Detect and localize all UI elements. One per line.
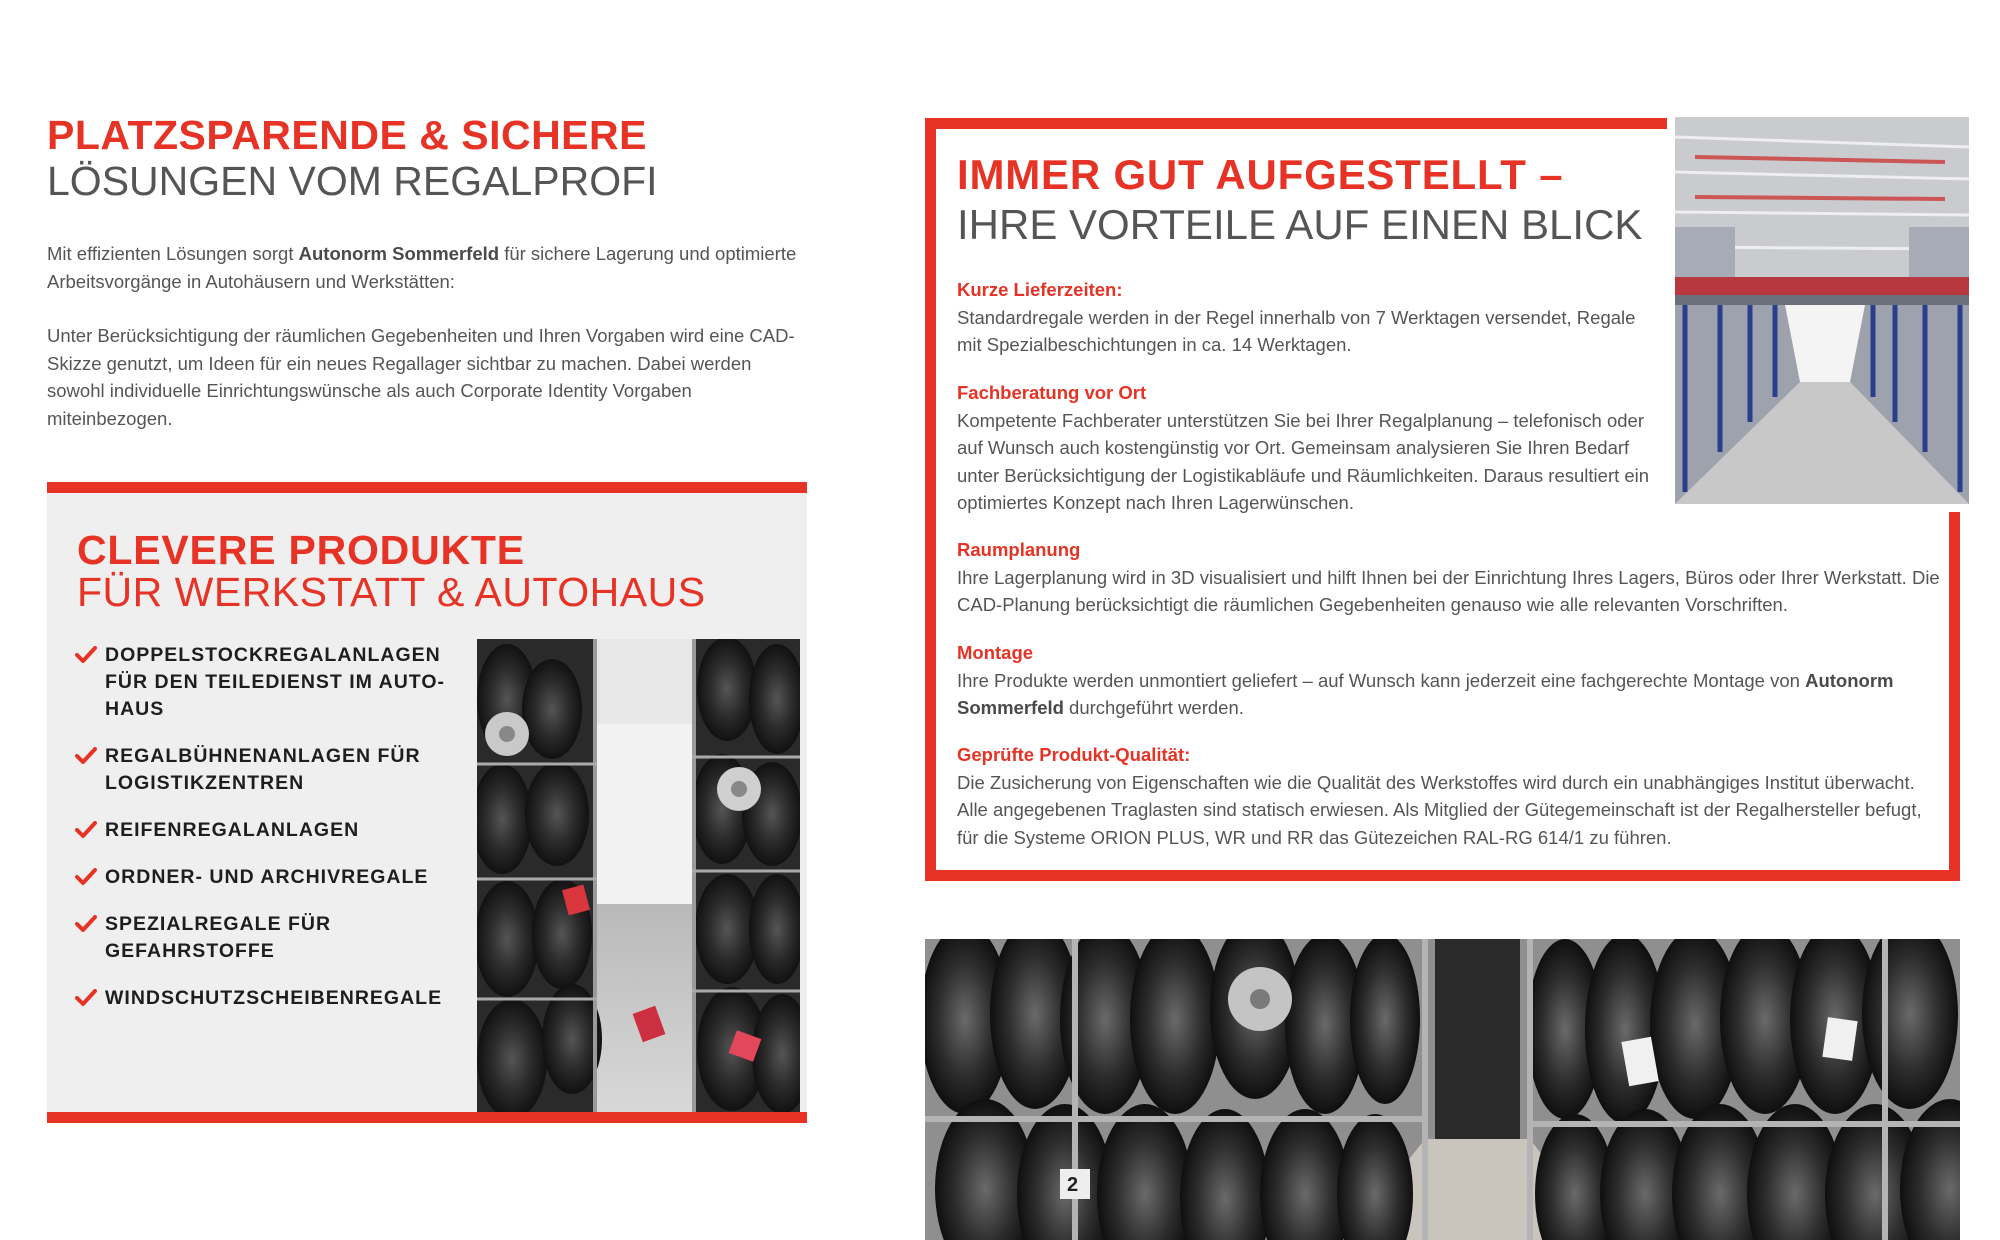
benefit-text: Kompetente Fachberater unterstützen Sie bei Ihrer Regalplanung – telefonisch oder auf Wunsch auch kostengünstig vor Ort. Gemeinsam analysieren Sie Ihren Bedarf unter Berücksichtigung der Logistikabläufe und Räumlichkeiten. Daraus resultiert ein optimiertes Konzept nach Ihren Lagerwünschen. bbox=[957, 409, 1650, 513]
product-item-label: REIFENREGALANLAGEN bbox=[105, 819, 360, 841]
benefit-text: Die Zusicherung von Eigenschaften wie die Qualität des Werkstoffes wird durch ein unabhängiges Institut überwacht. Alle angegebenen Traglasten sind statisch erwiesen. Als Mitglied der Gütegemeinschaft ist der Regalhersteller befugt, für die Systeme ORION PLUS, WR und RR das Gütezeichen RAL-RG 614/1 zu führen. bbox=[957, 771, 1922, 848]
list-item bbox=[75, 911, 465, 965]
benefit-text: Standardregale werden in der Regel innerhalb von 7 Werktagen versendet, Regale mit Spezialbeschichtungen in ca. 14 Werktagen. bbox=[957, 306, 1636, 355]
benefit-heading: Fachberatung vor Ort bbox=[957, 382, 1147, 403]
products-title-line1: CLEVERE PRODUKTE bbox=[77, 527, 525, 573]
list-item bbox=[75, 817, 465, 844]
check-icon bbox=[75, 747, 97, 765]
benefits-title-line1: IMMER GUT AUFGESTELLT – bbox=[957, 151, 1564, 198]
benefits-title bbox=[957, 150, 1642, 250]
check-icon bbox=[75, 646, 97, 664]
assembly-text-after: durchgeführt werden. bbox=[1063, 697, 1244, 718]
benefit-delivery bbox=[957, 276, 1657, 359]
shelf-number-label: 2 bbox=[1067, 1174, 1079, 1196]
assembly-text-before: Ihre Produkte werden unmontiert geliefert – auf Wunsch kann jederzeit eine fachgerechte Montage von bbox=[957, 669, 1806, 691]
check-icon bbox=[75, 915, 97, 933]
check-icon bbox=[75, 821, 97, 839]
list-item bbox=[75, 743, 465, 797]
intro-paragraph-2: Unter Berücksichtigung der räumlichen Gegebenheiten und Ihren Vorgaben wird eine CAD-Skizze genutzt, um Ideen für ein neues Regallager sichtbar zu machen. Dabei werden sowohl individuelle Einrichtungswünsche als auch Corporate Identity Vorgaben miteinbezogen. bbox=[47, 325, 795, 429]
brand-name: Autonorm Sommerfeld bbox=[298, 243, 500, 264]
check-icon bbox=[75, 868, 97, 886]
tire-rack-illustration bbox=[477, 639, 800, 1112]
benefit-heading: Montage bbox=[957, 642, 1034, 663]
benefit-quality bbox=[957, 741, 1947, 851]
warehouse-illustration bbox=[1675, 117, 1969, 504]
product-item-label: ORDNER- UND ARCHIVREGALE bbox=[105, 866, 429, 888]
product-item-label: REGALBÜHNENANLAGEN FÜR LOGISTIKZENTREN bbox=[105, 745, 421, 794]
product-item-label: SPEZIALREGALE FÜR GEFAHRSTOFFE bbox=[105, 913, 332, 962]
benefits-title-line2: IHRE VORTEILE AUF EINEN BLICK bbox=[957, 201, 1643, 248]
tire-rack-photo-large bbox=[925, 939, 1960, 1240]
products-title-line2: FÜR WERKSTATT & AUTOHAUS bbox=[77, 569, 706, 615]
warehouse-photo bbox=[1667, 117, 1969, 512]
tire-rack-large-illustration bbox=[925, 939, 1960, 1240]
hero-title-line2: LÖSUNGEN VOM REGALPROFI bbox=[47, 158, 658, 204]
benefit-space-planning bbox=[957, 536, 1947, 619]
tire-rack-photo-small bbox=[477, 639, 800, 1112]
check-icon bbox=[75, 989, 97, 1007]
benefit-heading: Raumplanung bbox=[957, 539, 1081, 560]
intro-p1-before: Mit effizienten Lösungen sorgt bbox=[47, 243, 299, 264]
intro-text bbox=[47, 240, 807, 432]
product-item-label: DOPPELSTOCKREGALANLAGEN FÜR DEN TEILEDIENST IM AUTO-HAUS bbox=[105, 644, 445, 720]
benefit-text: Ihre Lagerplanung wird in 3D visualisiert und hilft Ihnen bei der Einrichtung Ihres Lagers, Büros oder Ihrer Werkstatt. Die CAD-Planung berücksichtigt die räumlichen Gegebenheiten genauso wie alle relevanten Vorschriften. bbox=[957, 566, 1940, 615]
benefit-heading: Kurze Lieferzeiten: bbox=[957, 279, 1123, 300]
hero-title-line1: PLATZSPARENDE & SICHERE bbox=[47, 112, 647, 158]
benefit-consulting bbox=[957, 379, 1657, 517]
product-list bbox=[75, 642, 465, 1032]
benefit-text bbox=[957, 667, 1947, 722]
product-item-label: WINDSCHUTZSCHEIBENREGALE bbox=[105, 987, 443, 1009]
benefit-assembly bbox=[957, 639, 1947, 722]
intro-paragraph-1 bbox=[47, 240, 807, 295]
products-title bbox=[77, 529, 706, 613]
benefit-heading: Geprüfte Produkt-Qualität: bbox=[957, 744, 1191, 765]
hero-title bbox=[47, 112, 827, 204]
list-item bbox=[75, 864, 465, 891]
brand-name: Autonorm Sommerfeld bbox=[957, 669, 1894, 718]
products-panel bbox=[47, 482, 807, 1123]
intro-p1-after: für sichere Lagerung und optimierte Arbeitsvorgänge in Autohäusern und Werkstätten: bbox=[47, 243, 797, 292]
list-item bbox=[75, 985, 465, 1012]
list-item bbox=[75, 642, 465, 723]
